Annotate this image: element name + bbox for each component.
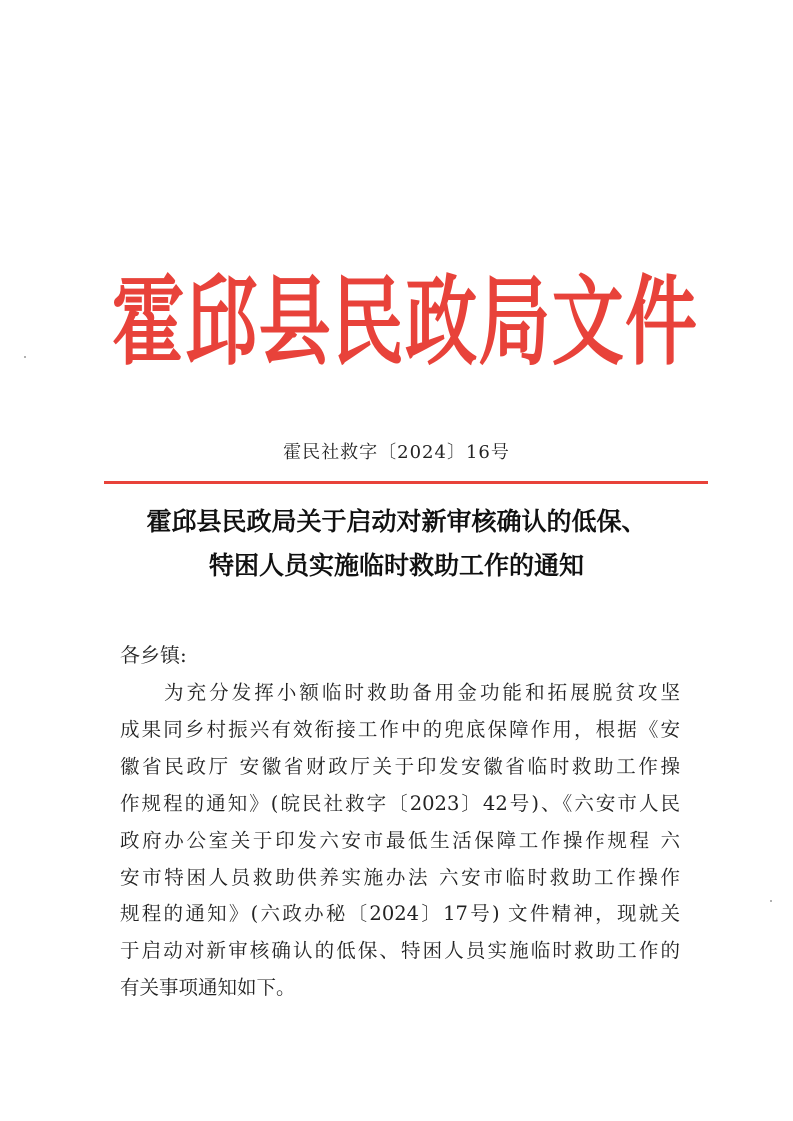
body-paragraph bbox=[120, 675, 680, 1007]
header-char: 政 bbox=[405, 265, 478, 379]
body-line: 徽省民政厅 安徽省财政厅关于印发安徽省临时救助工作操 bbox=[120, 754, 680, 778]
header-char: 县 bbox=[258, 265, 331, 379]
notice-title-line: 特困人员实施临时救助工作的通知 bbox=[208, 551, 584, 580]
body-line: 政府办公室关于印发六安市最低生活保障工作操作规程 六 bbox=[120, 828, 680, 852]
body-line: 于启动对新审核确认的低保、特困人员实施临时救助工作的 bbox=[120, 939, 680, 963]
header-char: 局 bbox=[478, 265, 551, 379]
body-line: 有关事项通知如下。 bbox=[120, 976, 296, 1000]
header-char: 邱 bbox=[185, 265, 258, 379]
body-line: 为充分发挥小额临时救助备用金功能和拓展脱贫攻坚 bbox=[164, 681, 680, 704]
salutation: 各乡镇: bbox=[120, 643, 187, 667]
notice-title-line: 霍邱县民政局关于启动对新审核确认的低保、 bbox=[146, 507, 647, 536]
body-line: 作规程的通知》(皖民社救字〔2023〕42号)、《六安市人民 bbox=[120, 791, 680, 815]
header-char: 民 bbox=[331, 265, 404, 379]
document-header-title bbox=[112, 262, 697, 382]
scan-speck bbox=[770, 900, 772, 902]
body-line: 安市特困人员救助供养实施办法 六安市临时救助工作操作 bbox=[120, 865, 680, 889]
document-number: 霍民社救字〔2024〕16号 bbox=[283, 442, 510, 463]
header-char: 霍 bbox=[112, 265, 185, 379]
header-char: 文 bbox=[551, 265, 624, 379]
scan-speck bbox=[24, 356, 26, 358]
header-char: 件 bbox=[624, 265, 697, 379]
red-divider-line bbox=[104, 481, 708, 484]
body-line: 规程的通知》(六政办秘〔2024〕17号) 文件精神，现就关 bbox=[120, 902, 680, 926]
body-line: 成果同乡村振兴有效衔接工作中的兜底保障作用，根据《安 bbox=[120, 717, 680, 741]
notice-title bbox=[100, 500, 693, 588]
